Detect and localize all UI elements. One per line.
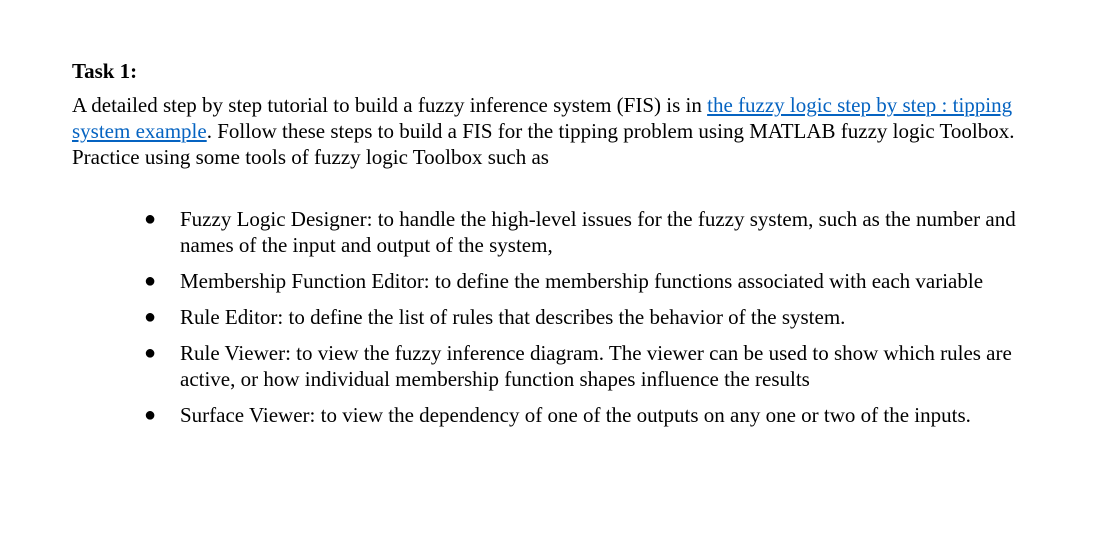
- list-item: [140, 268, 1020, 294]
- bullet-icon: ●: [144, 270, 157, 292]
- intro-text-after-link: . Follow these steps to build a FIS for the tipping problem using MATLAB fuzzy logic Toolbox. Practice using some tools of fuzzy logic Toolbox such as: [72, 119, 1015, 169]
- bullet-icon: ●: [144, 342, 157, 364]
- bullet-icon: ●: [144, 208, 157, 230]
- list-item: [140, 340, 1020, 392]
- bullet-icon: ●: [144, 306, 157, 328]
- tool-list: [140, 206, 1020, 438]
- bullet-icon: ●: [144, 404, 157, 426]
- list-item: [140, 304, 1020, 330]
- tutorial-link[interactable]: the fuzzy logic step by step : tipping system example: [72, 93, 1013, 143]
- list-item: [140, 402, 1020, 428]
- intro-paragraph: [72, 92, 1032, 170]
- list-item-text: Rule Editor: to define the list of rules that describes the behavior of the system.: [180, 305, 846, 329]
- task-heading: Task 1:: [72, 59, 138, 83]
- list-item-text: Surface Viewer: to view the dependency of one of the outputs on any one or two of the inputs.: [180, 403, 971, 427]
- list-item-text: Rule Viewer: to view the fuzzy inference diagram. The viewer can be used to show which rules are active, or how individual membership function shapes influence the results: [180, 341, 1012, 391]
- list-item-text: Membership Function Editor: to define the membership functions associated with each variable: [180, 269, 984, 293]
- list-item: [140, 206, 1020, 258]
- list-item-text: Fuzzy Logic Designer: to handle the high-level issues for the fuzzy system, such as the number and names of the input and output of the system,: [180, 207, 1016, 257]
- intro-text-before-link: A detailed step by step tutorial to build a fuzzy inference system (FIS) is in: [72, 93, 708, 117]
